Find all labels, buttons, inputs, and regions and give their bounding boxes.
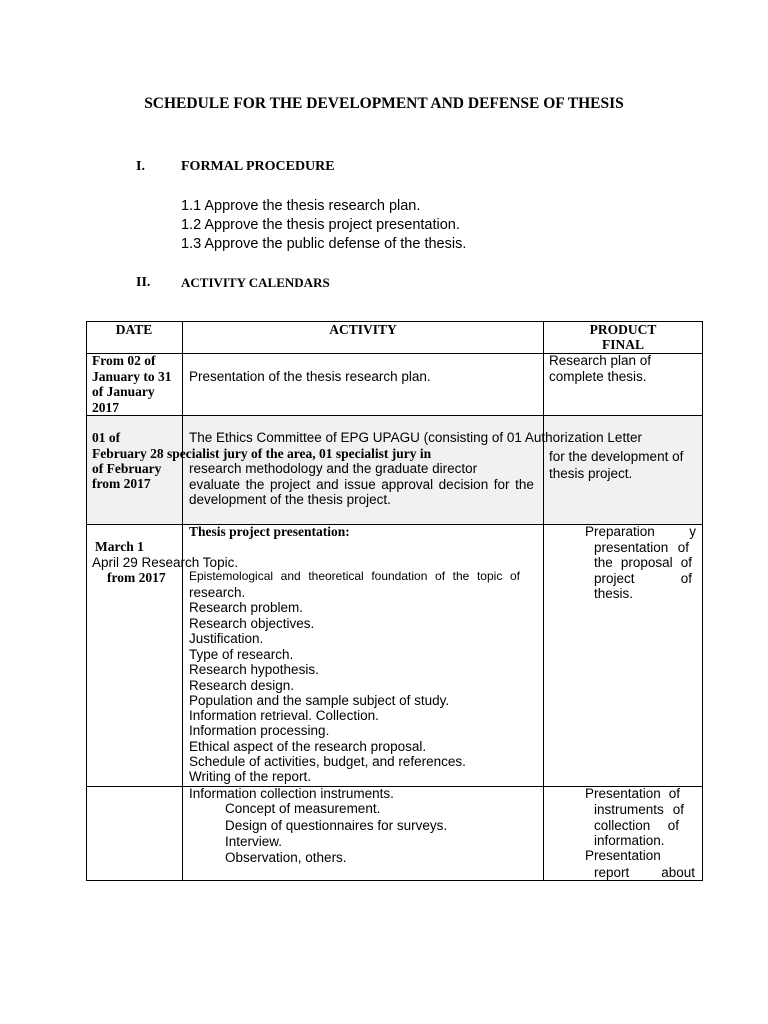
- row-date: January to 31: [92, 369, 172, 384]
- table-rule: [702, 321, 703, 881]
- word: proposal: [620, 555, 673, 570]
- row-product: Presentation: [585, 848, 661, 863]
- table-rule: [182, 321, 183, 881]
- word: Preparation: [585, 524, 655, 539]
- row-date: 2017: [92, 400, 119, 415]
- word: and: [316, 477, 339, 492]
- list-item: Information processing.: [189, 723, 330, 738]
- word: foundation: [371, 569, 428, 583]
- row-date: February 28 specialist jury of the area, 01 specialist jury in: [92, 446, 432, 461]
- list-item: Justification.: [189, 631, 264, 646]
- row-product: [594, 555, 692, 571]
- list-item: Type of research.: [189, 647, 294, 662]
- word: of: [435, 569, 446, 583]
- header-product: PRODUCT: [589, 322, 657, 337]
- row-product: [594, 571, 692, 587]
- list-item: Information retrieval. Collection.: [189, 708, 379, 723]
- word: report: [594, 865, 630, 880]
- section-number: I.: [136, 159, 145, 174]
- row-date: 01 of: [92, 430, 121, 445]
- row-product: thesis project.: [549, 466, 633, 481]
- row-activity: [189, 477, 534, 493]
- word: collection: [594, 818, 651, 833]
- word: theoretical: [308, 569, 364, 583]
- procedure-item: 1.1 Approve the thesis research plan.: [181, 198, 421, 214]
- list-item: Schedule of activities, budget, and references.: [189, 754, 466, 769]
- word: of: [668, 786, 680, 801]
- word: of: [680, 571, 692, 586]
- row-date: from 2017: [92, 476, 151, 491]
- word: the: [452, 569, 470, 583]
- header-product: FINAL: [601, 337, 644, 352]
- procedure-item: 1.2 Approve the thesis project presentation.: [181, 217, 460, 233]
- row-product: information.: [594, 833, 665, 848]
- header-date: DATE: [115, 322, 153, 337]
- row-product: [585, 786, 680, 802]
- page-title: SCHEDULE FOR THE DEVELOPMENT AND DEFENSE OF THESIS: [144, 95, 624, 112]
- row-date: of February: [92, 461, 162, 476]
- section-number: II.: [136, 275, 151, 290]
- row-date: April 29 Research Topic.: [92, 555, 239, 570]
- word: of: [672, 802, 684, 817]
- word: the: [594, 555, 613, 570]
- list-item: Concept of measurement.: [225, 801, 381, 816]
- section-title: ACTIVITY CALENDARS: [181, 275, 330, 290]
- word: of: [680, 555, 692, 570]
- list-item: Research problem.: [189, 600, 304, 615]
- word: the: [245, 477, 265, 492]
- list-item: Design of questionnaires for surveys.: [225, 818, 448, 833]
- row-product: [594, 540, 689, 556]
- section-title: FORMAL PROCEDURE: [181, 159, 335, 174]
- word: and: [280, 569, 301, 583]
- word: evaluate: [189, 477, 241, 492]
- row-product: thesis.: [594, 586, 634, 601]
- word: Epistemological: [189, 569, 274, 583]
- list-item: Research hypothesis.: [189, 662, 319, 677]
- word: for: [493, 477, 510, 492]
- word: of: [667, 818, 679, 833]
- row-activity: The Ethics Committee of EPG UPAGU (consisting of 01 Authorization Letter: [189, 430, 642, 445]
- row-activity-title: Thesis project presentation:: [189, 524, 350, 539]
- row-activity: research methodology and the graduate director: [189, 461, 478, 476]
- word: topic: [476, 569, 503, 583]
- table-rule: [86, 415, 702, 416]
- list-item: Research objectives.: [189, 616, 315, 631]
- row-activity: Presentation of the thesis research plan.: [189, 369, 431, 384]
- row-date: from 2017: [107, 570, 166, 585]
- word: about: [661, 865, 695, 880]
- word: of: [677, 540, 689, 555]
- word: project: [594, 571, 635, 586]
- row-product: for the development of: [549, 449, 684, 464]
- row-date: of January: [92, 384, 155, 399]
- table-rule: [543, 321, 544, 881]
- row-product: [594, 818, 679, 834]
- row-activity: [189, 569, 520, 585]
- word: the: [515, 477, 534, 492]
- row-activity: development of the thesis project.: [189, 492, 391, 507]
- row-activity-title: Information collection instruments.: [189, 786, 394, 801]
- row-product: Research plan of: [549, 353, 652, 368]
- word: Presentation: [585, 786, 661, 801]
- list-item: Research design.: [189, 678, 295, 693]
- word: presentation: [594, 540, 669, 555]
- row-product: [585, 524, 696, 540]
- header-activity: ACTIVITY: [329, 322, 397, 337]
- word: approval: [381, 477, 434, 492]
- row-product: complete thesis.: [549, 369, 647, 384]
- row-date: From 02 of: [92, 353, 156, 368]
- word: issue: [344, 477, 376, 492]
- list-item: Writing of the report.: [189, 769, 312, 784]
- list-item: Ethical aspect of the research proposal.: [189, 739, 427, 754]
- row-product: [594, 865, 695, 881]
- list-item: research.: [189, 585, 246, 600]
- word: decision: [438, 477, 489, 492]
- word: y: [689, 524, 696, 539]
- word: instruments: [594, 802, 664, 817]
- procedure-item: 1.3 Approve the public defense of the thesis.: [181, 236, 467, 252]
- list-item: Population and the sample subject of study.: [189, 693, 450, 708]
- table-rule: [86, 321, 87, 881]
- word: of: [509, 569, 520, 583]
- row-date: March 1: [95, 539, 144, 554]
- row-product: [594, 802, 684, 818]
- list-item: Observation, others.: [225, 850, 347, 865]
- list-item: Interview.: [225, 834, 283, 849]
- word: project: [269, 477, 311, 492]
